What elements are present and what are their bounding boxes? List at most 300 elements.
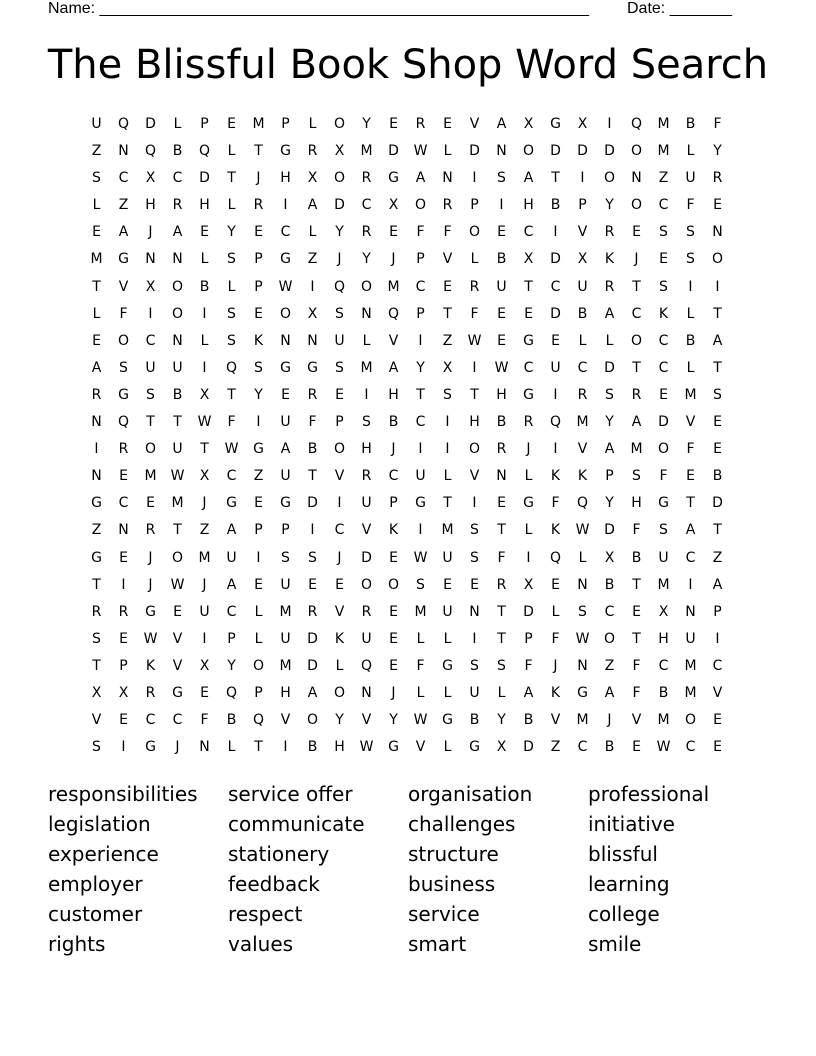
grid-letter[interactable]: A — [496, 116, 507, 132]
grid-letter[interactable]: G — [523, 332, 534, 349]
grid-letter[interactable]: M — [360, 143, 373, 160]
grid-letter[interactable]: I — [148, 305, 153, 322]
grid-letter[interactable]: O — [252, 657, 265, 674]
grid-letter[interactable]: P — [254, 251, 263, 268]
grid-letter[interactable]: G — [388, 739, 399, 756]
grid-letter[interactable]: V — [361, 522, 372, 539]
grid-letter[interactable]: Y — [335, 224, 344, 241]
grid-letter[interactable]: I — [526, 549, 531, 566]
grid-letter[interactable]: P — [254, 278, 263, 295]
grid-letter[interactable]: X — [307, 170, 318, 187]
grid-letter[interactable]: N — [631, 170, 642, 187]
grid-letter[interactable]: S — [227, 332, 236, 349]
grid-letter[interactable]: L — [227, 197, 236, 214]
grid-letter[interactable]: O — [684, 712, 697, 729]
grid-letter[interactable]: L — [443, 630, 452, 647]
grid-letter[interactable]: E — [443, 576, 452, 593]
grid-letter[interactable]: M — [657, 712, 670, 729]
grid-letter[interactable]: V — [172, 657, 183, 674]
grid-letter[interactable]: E — [497, 332, 506, 349]
grid-letter[interactable]: L — [551, 603, 560, 620]
grid-letter[interactable]: E — [389, 116, 398, 132]
grid-letter[interactable]: X — [307, 305, 318, 322]
grid-letter[interactable]: A — [226, 576, 237, 593]
grid-letter[interactable]: O — [657, 441, 670, 458]
grid-letter[interactable]: V — [442, 251, 453, 268]
grid-letter[interactable]: N — [577, 576, 588, 593]
grid-letter[interactable]: T — [524, 278, 533, 295]
grid-letter[interactable]: O — [360, 576, 373, 593]
grid-letter[interactable]: H — [631, 495, 642, 512]
grid-letter[interactable]: S — [254, 359, 263, 376]
grid-letter[interactable]: L — [443, 684, 452, 701]
grid-letter[interactable]: T — [173, 414, 182, 431]
grid-letter[interactable]: S — [659, 278, 668, 295]
grid-letter[interactable]: N — [685, 603, 696, 620]
grid-letter[interactable]: Q — [630, 116, 643, 132]
grid-letter[interactable]: E — [389, 603, 398, 620]
grid-letter[interactable]: C — [118, 495, 129, 512]
grid-letter[interactable]: W — [170, 576, 185, 593]
grid-letter[interactable]: F — [227, 414, 236, 431]
grid-letter[interactable]: I — [553, 224, 558, 241]
grid-letter[interactable]: C — [658, 359, 669, 376]
grid-letter[interactable]: A — [604, 441, 615, 458]
grid-letter[interactable]: O — [603, 170, 616, 187]
grid-letter[interactable]: B — [307, 441, 318, 458]
grid-letter[interactable]: G — [145, 603, 156, 620]
grid-letter[interactable]: R — [631, 386, 642, 403]
grid-letter[interactable]: G — [118, 386, 129, 403]
grid-letter[interactable]: G — [253, 441, 264, 458]
grid-letter[interactable]: A — [172, 224, 183, 241]
grid-letter[interactable]: U — [685, 630, 696, 647]
grid-letter[interactable]: T — [443, 305, 452, 322]
grid-letter[interactable]: U — [280, 630, 291, 647]
grid-letter[interactable]: D — [469, 143, 480, 160]
grid-letter[interactable]: J — [148, 549, 153, 566]
grid-letter[interactable]: N — [496, 468, 507, 485]
grid-letter[interactable]: T — [713, 359, 722, 376]
grid-letter[interactable]: C — [685, 549, 696, 566]
grid-letter[interactable]: R — [253, 197, 264, 214]
grid-letter[interactable]: N — [361, 305, 372, 322]
grid-letter[interactable]: K — [334, 630, 345, 647]
grid-letter[interactable]: T — [92, 576, 101, 593]
grid-letter[interactable]: L — [227, 739, 236, 756]
grid-letter[interactable]: D — [550, 305, 561, 322]
grid-letter[interactable]: B — [685, 332, 696, 349]
grid-letter[interactable]: D — [307, 495, 318, 512]
grid-letter[interactable]: K — [604, 251, 615, 268]
grid-letter[interactable]: F — [659, 468, 668, 485]
grid-letter[interactable]: B — [577, 305, 588, 322]
grid-letter[interactable]: V — [550, 712, 561, 729]
grid-letter[interactable]: A — [631, 414, 642, 431]
grid-letter[interactable]: S — [335, 305, 344, 322]
grid-letter[interactable]: E — [470, 576, 479, 593]
grid-letter[interactable]: W — [413, 549, 428, 566]
grid-letter[interactable]: F — [470, 305, 479, 322]
grid-letter[interactable]: N — [145, 251, 156, 268]
grid-letter[interactable]: R — [361, 603, 372, 620]
grid-letter[interactable]: E — [497, 495, 506, 512]
grid-letter[interactable]: G — [523, 386, 534, 403]
grid-letter[interactable]: H — [469, 414, 480, 431]
date-field[interactable]: Date: _______ — [627, 0, 732, 17]
grid-letter[interactable]: M — [684, 684, 697, 701]
grid-letter[interactable]: S — [416, 576, 425, 593]
grid-letter[interactable]: M — [360, 359, 373, 376]
grid-letter[interactable]: X — [523, 576, 534, 593]
grid-letter[interactable]: S — [686, 251, 695, 268]
grid-letter[interactable]: L — [497, 684, 506, 701]
grid-letter[interactable]: D — [145, 116, 156, 132]
grid-letter[interactable]: Z — [91, 522, 102, 539]
grid-letter[interactable]: E — [119, 630, 128, 647]
grid-letter[interactable]: K — [550, 684, 561, 701]
grid-letter[interactable]: L — [416, 684, 425, 701]
grid-letter[interactable]: H — [496, 386, 507, 403]
grid-letter[interactable]: S — [659, 522, 668, 539]
grid-letter[interactable]: G — [280, 251, 291, 268]
grid-letter[interactable]: E — [632, 603, 641, 620]
grid-letter[interactable]: D — [604, 522, 615, 539]
grid-letter[interactable]: E — [200, 684, 209, 701]
grid-letter[interactable]: H — [199, 197, 210, 214]
grid-letter[interactable]: A — [118, 224, 129, 241]
grid-letter[interactable]: X — [577, 251, 588, 268]
grid-letter[interactable]: Z — [604, 657, 615, 674]
grid-letter[interactable]: M — [657, 576, 670, 593]
grid-letter[interactable]: T — [146, 414, 155, 431]
grid-letter[interactable]: N — [280, 332, 291, 349]
grid-letter[interactable]: R — [91, 386, 102, 403]
grid-letter[interactable]: B — [199, 278, 210, 295]
grid-letter[interactable]: E — [443, 278, 452, 295]
grid-letter[interactable]: F — [686, 197, 695, 214]
grid-letter[interactable]: B — [226, 712, 237, 729]
grid-letter[interactable]: I — [445, 441, 450, 458]
grid-letter[interactable]: R — [712, 170, 723, 187]
grid-letter[interactable]: X — [334, 143, 345, 160]
grid-letter[interactable]: Y — [362, 251, 371, 268]
grid-letter[interactable]: L — [578, 332, 587, 349]
grid-letter[interactable]: X — [523, 251, 534, 268]
grid-letter[interactable]: L — [335, 657, 344, 674]
grid-letter[interactable]: O — [279, 305, 292, 322]
grid-letter[interactable]: E — [146, 495, 155, 512]
grid-letter[interactable]: F — [416, 224, 425, 241]
grid-letter[interactable]: E — [632, 739, 641, 756]
grid-letter[interactable]: G — [550, 116, 561, 132]
grid-letter[interactable]: Z — [658, 170, 669, 187]
grid-letter[interactable]: M — [144, 468, 157, 485]
grid-letter[interactable]: K — [577, 468, 588, 485]
grid-letter[interactable]: A — [712, 332, 723, 349]
grid-letter[interactable]: I — [472, 359, 477, 376]
grid-letter[interactable]: P — [227, 630, 236, 647]
grid-letter[interactable]: S — [470, 657, 479, 674]
grid-letter[interactable]: V — [172, 630, 183, 647]
grid-letter[interactable]: F — [551, 630, 560, 647]
grid-letter[interactable]: U — [415, 468, 426, 485]
grid-letter[interactable]: X — [145, 278, 156, 295]
grid-letter[interactable]: Z — [199, 522, 210, 539]
grid-letter[interactable]: A — [307, 684, 318, 701]
grid-letter[interactable]: W — [224, 441, 239, 458]
grid-letter[interactable]: F — [551, 495, 560, 512]
grid-letter[interactable]: W — [143, 630, 158, 647]
grid-letter[interactable]: L — [92, 197, 101, 214]
grid-letter[interactable]: A — [280, 441, 291, 458]
grid-letter[interactable]: D — [307, 630, 318, 647]
grid-letter[interactable]: Q — [117, 414, 130, 431]
grid-letter[interactable]: P — [119, 657, 128, 674]
grid-letter[interactable]: W — [575, 522, 590, 539]
grid-letter[interactable]: M — [684, 657, 697, 674]
grid-letter[interactable]: L — [92, 305, 101, 322]
grid-letter[interactable]: M — [252, 116, 265, 132]
grid-letter[interactable]: W — [278, 278, 293, 295]
grid-letter[interactable]: F — [713, 116, 722, 132]
grid-letter[interactable]: S — [227, 305, 236, 322]
grid-letter[interactable]: R — [307, 603, 318, 620]
grid-letter[interactable]: D — [550, 251, 561, 268]
grid-letter[interactable]: I — [472, 630, 477, 647]
grid-letter[interactable]: X — [577, 116, 588, 132]
grid-letter[interactable]: B — [172, 143, 183, 160]
grid-letter[interactable]: Z — [712, 549, 723, 566]
grid-letter[interactable]: G — [469, 739, 480, 756]
grid-letter[interactable]: T — [713, 305, 722, 322]
grid-letter[interactable]: R — [523, 414, 534, 431]
grid-letter[interactable]: T — [551, 170, 560, 187]
grid-letter[interactable]: O — [711, 251, 724, 268]
grid-letter[interactable]: C — [685, 739, 696, 756]
grid-letter[interactable]: I — [607, 116, 612, 132]
grid-letter[interactable]: M — [279, 603, 292, 620]
grid-letter[interactable]: A — [307, 197, 318, 214]
grid-letter[interactable]: V — [280, 712, 291, 729]
grid-letter[interactable]: T — [686, 495, 695, 512]
grid-letter[interactable]: N — [91, 468, 102, 485]
grid-letter[interactable]: E — [227, 116, 236, 132]
grid-letter[interactable]: K — [550, 522, 561, 539]
grid-letter[interactable]: D — [712, 495, 723, 512]
grid-letter[interactable]: L — [686, 143, 695, 160]
grid-letter[interactable]: D — [523, 603, 534, 620]
grid-letter[interactable]: R — [91, 603, 102, 620]
grid-letter[interactable]: J — [607, 712, 612, 729]
grid-letter[interactable]: E — [119, 549, 128, 566]
grid-letter[interactable]: A — [685, 522, 696, 539]
grid-letter[interactable]: J — [337, 251, 342, 268]
grid-letter[interactable]: E — [254, 224, 263, 241]
grid-letter[interactable]: V — [712, 684, 723, 701]
grid-letter[interactable]: Y — [497, 712, 506, 729]
grid-letter[interactable]: C — [523, 224, 534, 241]
grid-letter[interactable]: V — [415, 739, 426, 756]
grid-letter[interactable]: E — [713, 712, 722, 729]
grid-letter[interactable]: L — [443, 468, 452, 485]
grid-letter[interactable]: O — [630, 143, 643, 160]
grid-letter[interactable]: T — [713, 522, 722, 539]
grid-letter[interactable]: C — [658, 197, 669, 214]
grid-letter[interactable]: N — [712, 224, 723, 241]
grid-letter[interactable]: R — [496, 576, 507, 593]
grid-letter[interactable]: T — [632, 576, 641, 593]
grid-letter[interactable]: O — [333, 170, 346, 187]
grid-letter[interactable]: M — [657, 143, 670, 160]
grid-letter[interactable]: C — [577, 359, 588, 376]
grid-letter[interactable]: S — [443, 386, 452, 403]
grid-letter[interactable]: Q — [225, 359, 238, 376]
grid-letter[interactable]: Y — [254, 386, 263, 403]
grid-letter[interactable]: C — [334, 522, 345, 539]
grid-letter[interactable]: W — [494, 359, 509, 376]
grid-letter[interactable]: R — [172, 197, 183, 214]
grid-letter[interactable]: V — [118, 278, 129, 295]
grid-letter[interactable]: Q — [549, 549, 562, 566]
grid-letter[interactable]: I — [418, 332, 423, 349]
grid-letter[interactable]: M — [576, 712, 589, 729]
grid-letter[interactable]: T — [254, 143, 263, 160]
grid-letter[interactable]: S — [281, 549, 290, 566]
grid-letter[interactable]: B — [469, 712, 480, 729]
grid-letter[interactable]: R — [469, 278, 480, 295]
grid-letter[interactable]: R — [442, 197, 453, 214]
grid-letter[interactable]: E — [389, 549, 398, 566]
grid-letter[interactable]: X — [442, 359, 453, 376]
grid-letter[interactable]: I — [202, 359, 207, 376]
grid-letter[interactable]: J — [256, 170, 261, 187]
grid-letter[interactable]: V — [334, 603, 345, 620]
grid-letter[interactable]: U — [469, 684, 480, 701]
grid-letter[interactable]: S — [713, 386, 722, 403]
grid-letter[interactable]: A — [523, 170, 534, 187]
grid-letter[interactable]: Y — [416, 359, 425, 376]
grid-letter[interactable]: N — [361, 684, 372, 701]
grid-letter[interactable]: U — [685, 170, 696, 187]
grid-letter[interactable]: T — [308, 468, 317, 485]
grid-letter[interactable]: O — [603, 630, 616, 647]
grid-letter[interactable]: T — [92, 278, 101, 295]
grid-letter[interactable]: C — [361, 197, 372, 214]
grid-letter[interactable]: V — [577, 441, 588, 458]
grid-letter[interactable]: I — [202, 305, 207, 322]
grid-letter[interactable]: D — [604, 359, 615, 376]
grid-letter[interactable]: R — [118, 441, 129, 458]
grid-letter[interactable]: L — [308, 116, 317, 132]
grid-letter[interactable]: B — [550, 197, 561, 214]
grid-letter[interactable]: W — [467, 332, 482, 349]
grid-letter[interactable]: H — [388, 386, 399, 403]
grid-letter[interactable]: F — [200, 712, 209, 729]
grid-letter[interactable]: I — [121, 576, 126, 593]
grid-letter[interactable]: N — [118, 522, 129, 539]
grid-letter[interactable]: O — [171, 278, 184, 295]
grid-letter[interactable]: F — [686, 441, 695, 458]
grid-letter[interactable]: S — [686, 224, 695, 241]
grid-letter[interactable]: C — [280, 224, 291, 241]
grid-letter[interactable]: J — [148, 224, 153, 241]
grid-letter[interactable]: P — [200, 116, 209, 132]
grid-letter[interactable]: V — [631, 712, 642, 729]
grid-letter[interactable]: E — [281, 386, 290, 403]
grid-letter[interactable]: V — [361, 712, 372, 729]
grid-letter[interactable]: L — [254, 603, 263, 620]
grid-letter[interactable]: U — [280, 468, 291, 485]
grid-letter[interactable]: R — [307, 386, 318, 403]
grid-letter[interactable]: U — [361, 630, 372, 647]
grid-letter[interactable]: V — [685, 414, 696, 431]
grid-letter[interactable]: P — [281, 116, 290, 132]
grid-letter[interactable]: X — [199, 657, 210, 674]
grid-letter[interactable]: E — [713, 739, 722, 756]
grid-letter[interactable]: R — [145, 684, 156, 701]
grid-letter[interactable]: L — [578, 549, 587, 566]
grid-letter[interactable]: L — [524, 522, 533, 539]
grid-letter[interactable]: B — [631, 549, 642, 566]
grid-letter[interactable]: L — [524, 468, 533, 485]
grid-letter[interactable]: L — [227, 278, 236, 295]
grid-letter[interactable]: I — [364, 386, 369, 403]
grid-letter[interactable]: N — [496, 143, 507, 160]
grid-letter[interactable]: I — [202, 630, 207, 647]
grid-letter[interactable]: H — [523, 197, 534, 214]
grid-letter[interactable]: T — [443, 495, 452, 512]
grid-letter[interactable]: A — [604, 305, 615, 322]
grid-letter[interactable]: G — [91, 549, 102, 566]
grid-letter[interactable]: P — [389, 495, 398, 512]
grid-letter[interactable]: U — [577, 278, 588, 295]
grid-letter[interactable]: Q — [333, 278, 346, 295]
grid-letter[interactable]: L — [173, 116, 182, 132]
grid-letter[interactable]: Q — [387, 305, 400, 322]
grid-letter[interactable]: R — [496, 441, 507, 458]
grid-letter[interactable]: Q — [360, 657, 373, 674]
grid-letter[interactable]: S — [308, 549, 317, 566]
grid-letter[interactable]: Q — [252, 712, 265, 729]
grid-letter[interactable]: I — [283, 739, 288, 756]
grid-letter[interactable]: S — [92, 170, 101, 187]
grid-letter[interactable]: O — [117, 332, 130, 349]
grid-letter[interactable]: T — [416, 386, 425, 403]
grid-letter[interactable]: J — [175, 739, 180, 756]
grid-letter[interactable]: H — [361, 441, 372, 458]
grid-letter[interactable]: E — [173, 603, 182, 620]
grid-letter[interactable]: O — [333, 116, 346, 132]
grid-letter[interactable]: T — [227, 170, 236, 187]
grid-letter[interactable]: W — [656, 739, 671, 756]
grid-letter[interactable]: P — [416, 251, 425, 268]
grid-letter[interactable]: S — [227, 251, 236, 268]
grid-letter[interactable]: P — [578, 197, 587, 214]
grid-letter[interactable]: U — [226, 549, 237, 566]
grid-letter[interactable]: Q — [576, 495, 589, 512]
grid-letter[interactable]: O — [333, 441, 346, 458]
grid-letter[interactable]: M — [684, 386, 697, 403]
grid-letter[interactable]: I — [553, 386, 558, 403]
grid-letter[interactable]: S — [605, 386, 614, 403]
grid-letter[interactable]: D — [604, 143, 615, 160]
grid-letter[interactable]: E — [200, 224, 209, 241]
grid-letter[interactable]: D — [577, 143, 588, 160]
grid-letter[interactable]: K — [658, 305, 669, 322]
grid-letter[interactable]: P — [254, 684, 263, 701]
grid-letter[interactable]: O — [630, 332, 643, 349]
